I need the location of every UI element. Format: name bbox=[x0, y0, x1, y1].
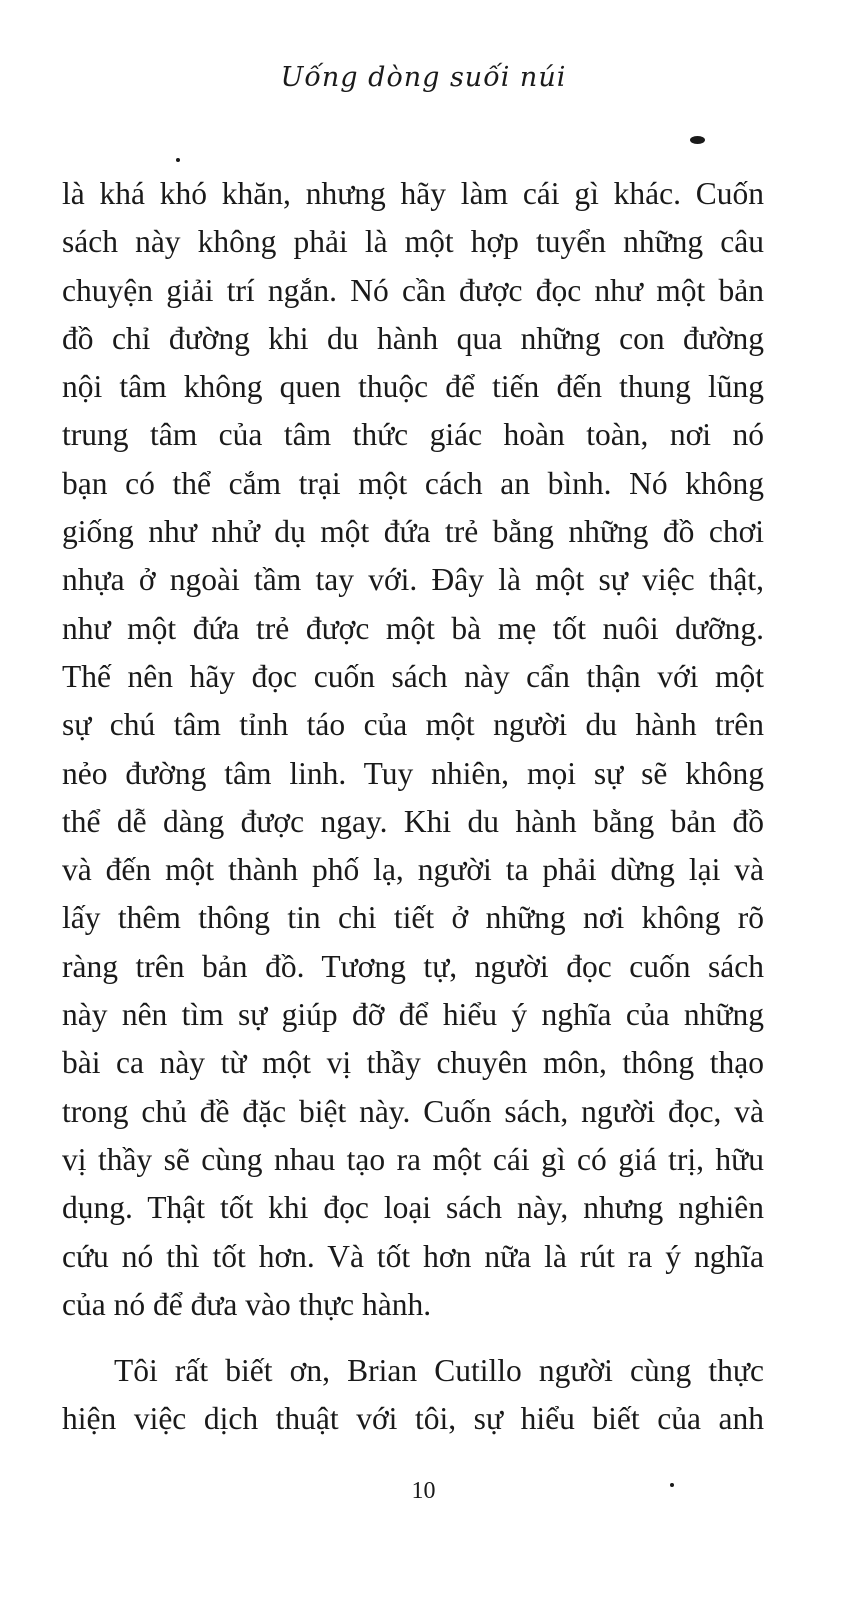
text-line: đồ chỉ đường khi du hành qua những con đường bbox=[62, 320, 764, 356]
text-line: bài ca này từ một vị thầy chuyên môn, thông thạo bbox=[62, 1045, 764, 1081]
text-line: hiện việc dịch thuật với tôi, sự hiểu biết của anh bbox=[62, 1401, 764, 1437]
text-line: dụng. Thật tốt khi đọc loại sách này, nhưng nghiên bbox=[62, 1190, 764, 1226]
text-line: chuyện giải trí ngắn. Nó cần được đọc như một bản bbox=[62, 272, 764, 308]
text-line: Tôi rất biết ơn, Brian Cutillo người cùng thực bbox=[114, 1353, 764, 1389]
text-line: nội tâm không quen thuộc để tiến đến thung lũng bbox=[62, 369, 764, 405]
text-line: sách này không phải là một hợp tuyển những câu bbox=[62, 224, 764, 260]
body-text bbox=[62, 170, 764, 1444]
ink-speck bbox=[176, 158, 180, 162]
text-line: cứu nó thì tốt hơn. Và tốt hơn nữa là rút ra ý nghĩa bbox=[62, 1238, 764, 1274]
text-line: trung tâm của tâm thức giác hoàn toàn, nơi nó bbox=[62, 417, 764, 453]
text-line: vị thầy sẽ cùng nhau tạo ra một cái gì có giá trị, hữu bbox=[62, 1141, 764, 1177]
paragraph bbox=[62, 170, 764, 1329]
text-line: thể dễ dàng được ngay. Khi du hành bằng bản đồ bbox=[62, 803, 764, 839]
text-line: như một đứa trẻ được một bà mẹ tốt nuôi dưỡng. bbox=[62, 610, 764, 646]
text-line: và đến một thành phố lạ, người ta phải dừng lại và bbox=[62, 852, 764, 888]
text-line: ràng trên bản đồ. Tương tự, người đọc cuốn sách bbox=[62, 948, 764, 984]
text-line: sự chú tâm tỉnh táo của một người du hành trên bbox=[62, 707, 764, 743]
text-line: giống như nhử dụ một đứa trẻ bằng những đồ chơi bbox=[62, 514, 764, 550]
text-line: này nên tìm sự giúp đỡ để hiểu ý nghĩa của những bbox=[62, 997, 764, 1033]
text-line: nhựa ở ngoài tầm tay với. Đây là một sự việc thật, bbox=[62, 562, 764, 598]
text-line: trong chủ đề đặc biệt này. Cuốn sách, người đọc, và bbox=[62, 1093, 764, 1129]
page-number: 10 bbox=[411, 1478, 436, 1504]
text-line: của nó để đưa vào thực hành. bbox=[62, 1286, 432, 1322]
text-line: bạn có thể cắm trại một cách an bình. Nó không bbox=[62, 465, 764, 501]
text-line: Thế nên hãy đọc cuốn sách này cẩn thận với một bbox=[62, 658, 764, 694]
running-header: Uống dòng suối núi bbox=[280, 62, 567, 93]
text-line: là khá khó khăn, nhưng hãy làm cái gì khác. Cuốn bbox=[62, 176, 764, 211]
paragraph bbox=[62, 1347, 764, 1444]
ink-speck bbox=[690, 136, 705, 144]
text-line: nẻo đường tâm linh. Tuy nhiên, mọi sự sẽ không bbox=[62, 755, 764, 791]
text-line: lấy thêm thông tin chi tiết ở những nơi không rõ bbox=[62, 900, 764, 936]
